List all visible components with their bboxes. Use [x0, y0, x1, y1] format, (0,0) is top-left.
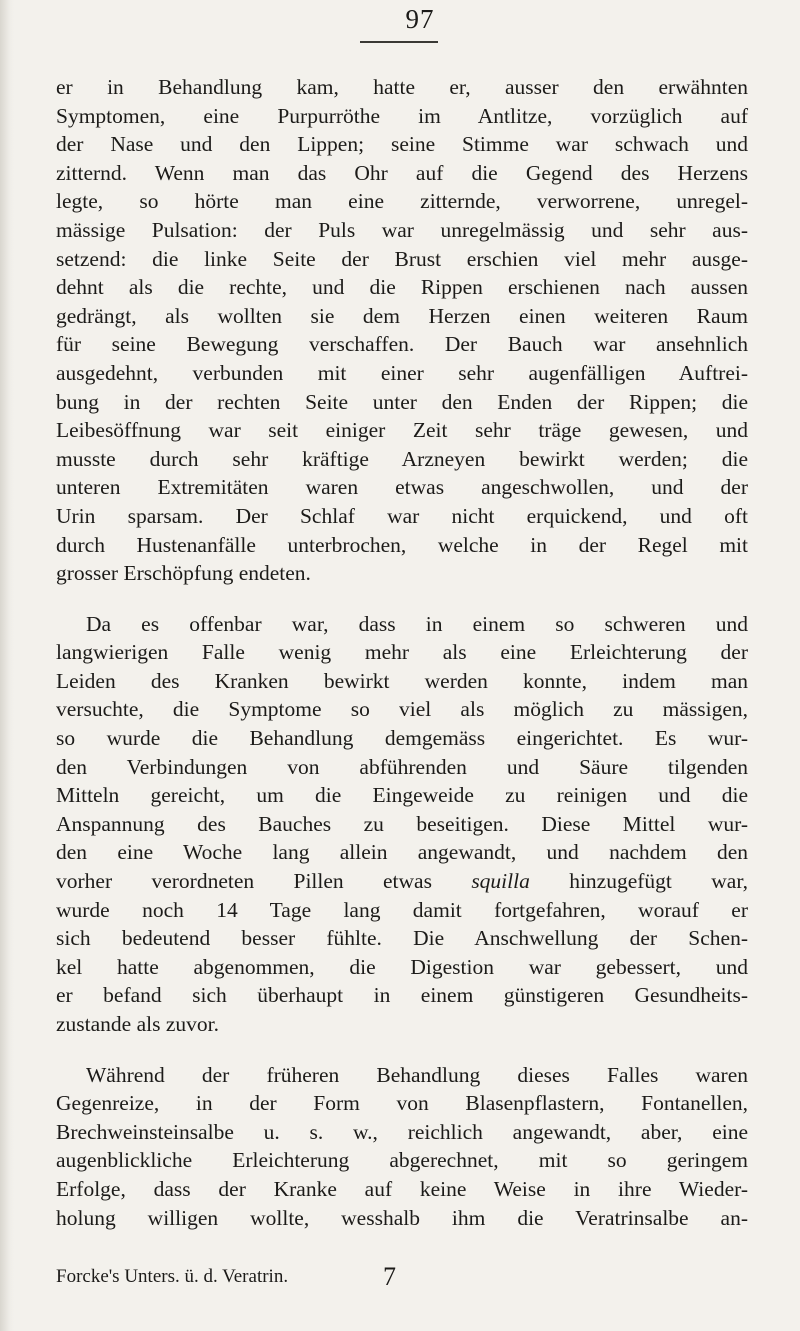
text-line: ausgedehnt, verbunden mit einer sehr augenfälligen Auftrei- [56, 360, 748, 385]
text-line: Urin sparsam. Der Schlaf war nicht erquickend, und oft [56, 503, 748, 528]
text-line: musste durch sehr kräftige Arzneyen bewirkt werden; die [56, 446, 748, 471]
text-line: langwierigen Falle wenig mehr als eine Erleichterung der [56, 640, 748, 665]
text-line: grosser Erschöpfung endeten. [56, 561, 311, 586]
text-line: unteren Extremitäten waren etwas angeschwollen, und der [56, 475, 748, 500]
text-line: Während der früheren Behandlung dieses Falles waren [86, 1062, 748, 1087]
text-line: er befand sich überhaupt in einem günstigeren Gesundheits- [56, 983, 748, 1008]
text-line: zitternd. Wenn man das Ohr auf die Gegend des Herzens [56, 160, 748, 185]
text-line: versuchte, die Symptome so viel als möglich zu mässigen, [56, 697, 748, 722]
text-line: Erfolge, dass der Kranke auf keine Weise in ihre Wieder- [56, 1176, 748, 1201]
text-line: vorher verordneten Pillen etwas squilla hinzugefügt war, [56, 869, 748, 894]
text-line: er in Behandlung kam, hatte er, ausser den erwähnten [56, 75, 748, 99]
page-binding-edge [0, 0, 14, 1331]
text-line: augenblickliche Erleichterung abgerechnet, mit so geringem [56, 1148, 748, 1173]
text-line: Brechweinsteinsalbe u. s. w., reichlich angewandt, aber, eine [56, 1119, 748, 1144]
text-line: gedrängt, als wollten sie dem Herzen einen weiteren Raum [56, 303, 748, 328]
text-line: Gegenreize, in der Form von Blasenpflastern, Fontanellen, [56, 1091, 748, 1116]
text-line: der Nase und den Lippen; seine Stimme war schwach und [56, 132, 748, 157]
page-number: 97 [405, 4, 435, 34]
signature-text: Forcke's Unters. ü. d. Veratrin. [56, 1266, 289, 1287]
text-line: bung in der rechten Seite unter den Enden der Rippen; die [56, 389, 748, 414]
text-line: für seine Bewegung verschaffen. Der Bauch war ansehnlich [56, 332, 748, 357]
text-line: Leibesöffnung war seit einiger Zeit sehr träge gewesen, und [56, 418, 748, 443]
printer-signature [56, 1262, 748, 1291]
text-line: setzend: die linke Seite der Brust erschien viel mehr ausge- [56, 246, 748, 271]
paragraph-2 [56, 610, 748, 1039]
text-line: holung willigen wollte, wesshalb ihm die Veratrinsalbe an- [56, 1205, 748, 1230]
italic-term: squilla [471, 869, 530, 894]
text-line: den Verbindungen von abführenden und Säure tilgenden [56, 754, 748, 779]
page-number-rule [360, 41, 438, 43]
text-line: zustande als zuvor. [56, 1012, 219, 1036]
text-line: Symptomen, eine Purpurröthe im Antlitze, vorzüglich auf [56, 103, 748, 128]
text-line: dehnt als die rechte, und die Rippen erschienen nach aussen [56, 275, 748, 300]
text-line: so wurde die Behandlung demgemäss eingerichtet. Es wur- [56, 726, 748, 751]
text-line: Mitteln gereicht, um die Eingeweide zu reinigen und die [56, 783, 748, 808]
paragraph-3 [56, 1061, 748, 1233]
text-line: kel hatte abgenommen, die Digestion war gebessert, und [56, 954, 748, 979]
text-line: Da es offenbar war, dass in einem so schweren und [86, 611, 748, 636]
text-line: Leiden des Kranken bewirkt werden konnte, indem man [56, 668, 748, 693]
text-line: Anspannung des Bauches zu beseitigen. Diese Mittel wur- [56, 811, 748, 836]
paragraph-1 [56, 73, 748, 588]
text-line: durch Hustenanfälle unterbrochen, welche in der Regel mit [56, 532, 748, 557]
body-text [56, 73, 748, 1254]
text-line: legte, so hörte man eine zitternde, verworrene, unregel- [56, 189, 748, 214]
text-line: den eine Woche lang allein angewandt, und nachdem den [56, 840, 748, 865]
text-line: sich bedeutend besser fühlte. Die Anschwellung der Schen- [56, 926, 748, 951]
text-line: wurde noch 14 Tage lang damit fortgefahren, worauf er [56, 897, 748, 922]
signature-mark: 7 [383, 1262, 396, 1291]
text-line: mässige Pulsation: der Puls war unregelmässig und sehr aus- [56, 217, 748, 242]
